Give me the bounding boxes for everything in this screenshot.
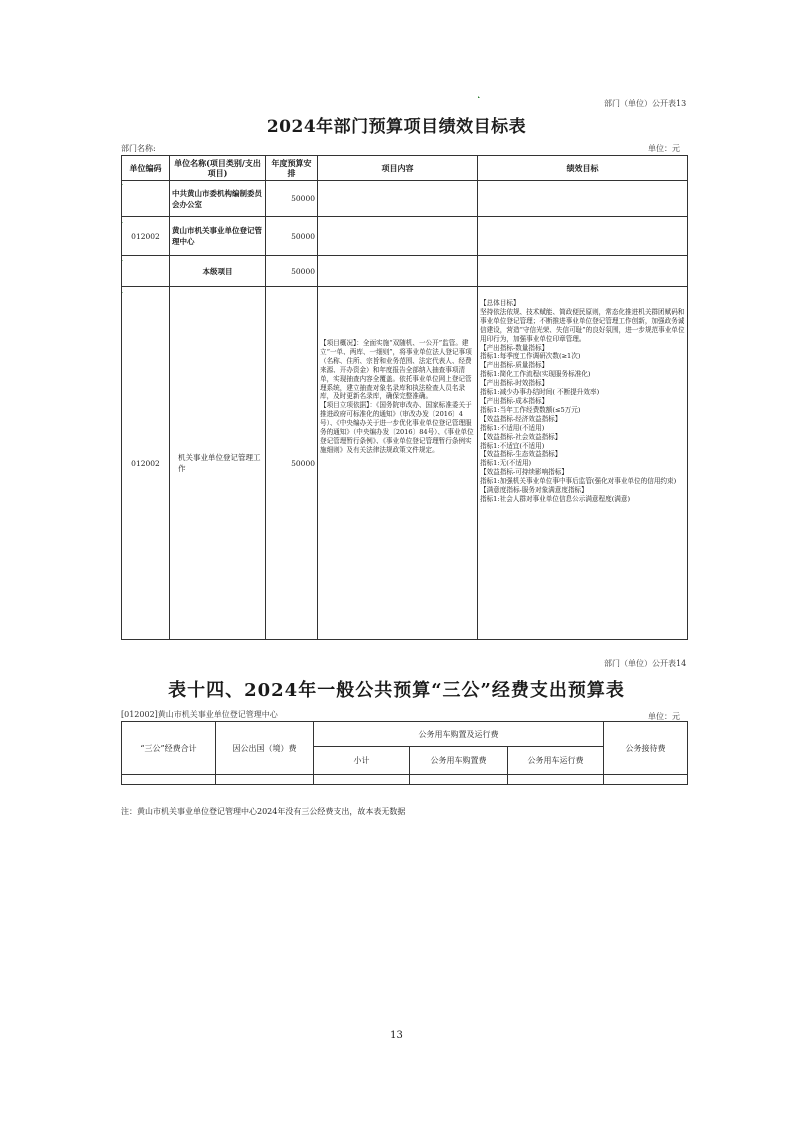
header-total: “三公”经费合计: [122, 722, 216, 775]
form-tag-14: 部门（单位）公开表14: [604, 659, 687, 668]
table-header-row: [122, 156, 688, 181]
three-public-expenses-table: [121, 721, 688, 785]
page-title-14: 表十四、2024年一般公共预算“三公”经费支出预算表: [168, 680, 625, 701]
cell-budget: 50000: [266, 217, 318, 256]
cell-budget: 50000: [266, 181, 318, 217]
table-row: [122, 256, 688, 287]
unit-label-14: 单位：元: [648, 712, 680, 721]
header-code: 单位编码: [122, 156, 170, 181]
table-row: [122, 217, 688, 256]
performance-goal-text: 【总体目标】 坚持依法依规、技术赋能、简政便民原则，常态化推进机关群团赋码和事业单位登记管理；不断推进事业单位登记管理工作创新，加强政务诚信建设，营造“守信光荣、失信可耻”的良好氛围，进一步规范事业单位用印行为，加强事业单位印章管理。 【产出指标-数量指标】 指标1:每季度工作调研次数(≥1次) 【产出指标-质量指标】 指标1:简化工作流程(实现服务标准化) 【产出指标-时效指标】 指标1:减少办事办结时间( 不断提升效率) 【产出指标-成本指标】 指标1:当年工作经费数额(≤5万元) 【效益指标-经济效益指标】 指标1:不适用(不适用) 【效益指标-社会效益指标】 指标1:不适宜(不适用) 【效益指标-生态效益指标】 指标1:无(不适用) 【效益指标-可持续影响指标】 指标1:加强机关事业单位事中事后监管(强化对事业单位的信用约束) 【满意度指标-服务对象满意度指标】 指标1:社会人群对事业单位信息公示满意程度(满意): [480, 299, 685, 503]
header-purchase: 公务用车购置费: [410, 747, 508, 775]
cell-goal: [478, 256, 688, 287]
page-title-13: 2024年部门预算项目绩效目标表: [266, 117, 527, 137]
header-abroad: 因公出国（境）费: [216, 722, 314, 775]
performance-goal-table: [121, 155, 688, 640]
footnote: 注：黄山市机关事业单位登记管理中心2024年没有三公经费支出，故本表无数据: [121, 807, 406, 816]
header-operation: 公务用车运行费: [508, 747, 604, 775]
cell-budget: 50000: [266, 256, 318, 287]
cell-code: 012002: [122, 217, 170, 256]
header-reception: 公务接待费: [604, 722, 688, 775]
table-row: [122, 181, 688, 217]
form-tag-13: 部门（单位）公开表13: [604, 99, 687, 108]
cell-content: [318, 256, 478, 287]
header-subtotal: 小计: [314, 747, 410, 775]
table-row: [122, 775, 688, 785]
cell-code: [122, 181, 170, 217]
project-content-text: 【项目概况】：全面实施“双随机、一公开”监管。建立“一单、两库、一细则”，将事业单位法人登记事项（名称、住所、宗旨和业务范围、法定代表人、经费来源、开办资金）和年度报告全部纳入抽查事项清单，实现抽查内容全覆盖。依托事业单位网上登记管理系统，建立抽查对象名录库和执法检查人员名录库，及时更新名录库，确保完整准确。 【项目立项依据】：《国务院审改办、国家标准委关于推进政府可标准化的通知》（审改办发〔2016〕4号）、《中央编办关于进一步优化事业单位登记管理服务的通知》（中央编办发〔2016〕84号）、《事业单位登记管理暂行条例》、《事业单位登记管理暂行条例实施细则》及有关法律法规政策文件规定。: [320, 339, 474, 454]
cell-budget: 50000: [266, 287, 318, 640]
cell-content: [318, 217, 478, 256]
header-goal: 绩效目标: [478, 156, 688, 181]
cell-goal: [478, 181, 688, 217]
header-name: 单位名称(项目类别/支出项目): [170, 156, 266, 181]
header-content: 项目内容: [318, 156, 478, 181]
dept-name-label: 部门名称:: [121, 144, 156, 153]
cell-code: 012002: [122, 287, 170, 640]
corner-mark: [478, 96, 480, 98]
cell-name: 机关事业单位登记管理工作: [170, 287, 266, 640]
cell-goal: [478, 217, 688, 256]
cell-name: 中共黄山市委机构编制委员会办公室: [170, 181, 266, 217]
cell-content: [318, 181, 478, 217]
header-budget: 年度预算安排: [266, 156, 318, 181]
cell-name: 黄山市机关事业单位登记管理中心: [170, 217, 266, 256]
table-row: [122, 287, 688, 640]
cell-name: 本级项目: [170, 256, 266, 287]
dept-code-label: [012002]黄山市机关事业单位登记管理中心: [121, 710, 278, 719]
page-number: 13: [390, 1030, 403, 1041]
cell-code: [122, 256, 170, 287]
header-vehicle-group: 公务用车购置及运行费: [314, 722, 604, 747]
unit-label-13: 单位：元: [648, 144, 680, 153]
